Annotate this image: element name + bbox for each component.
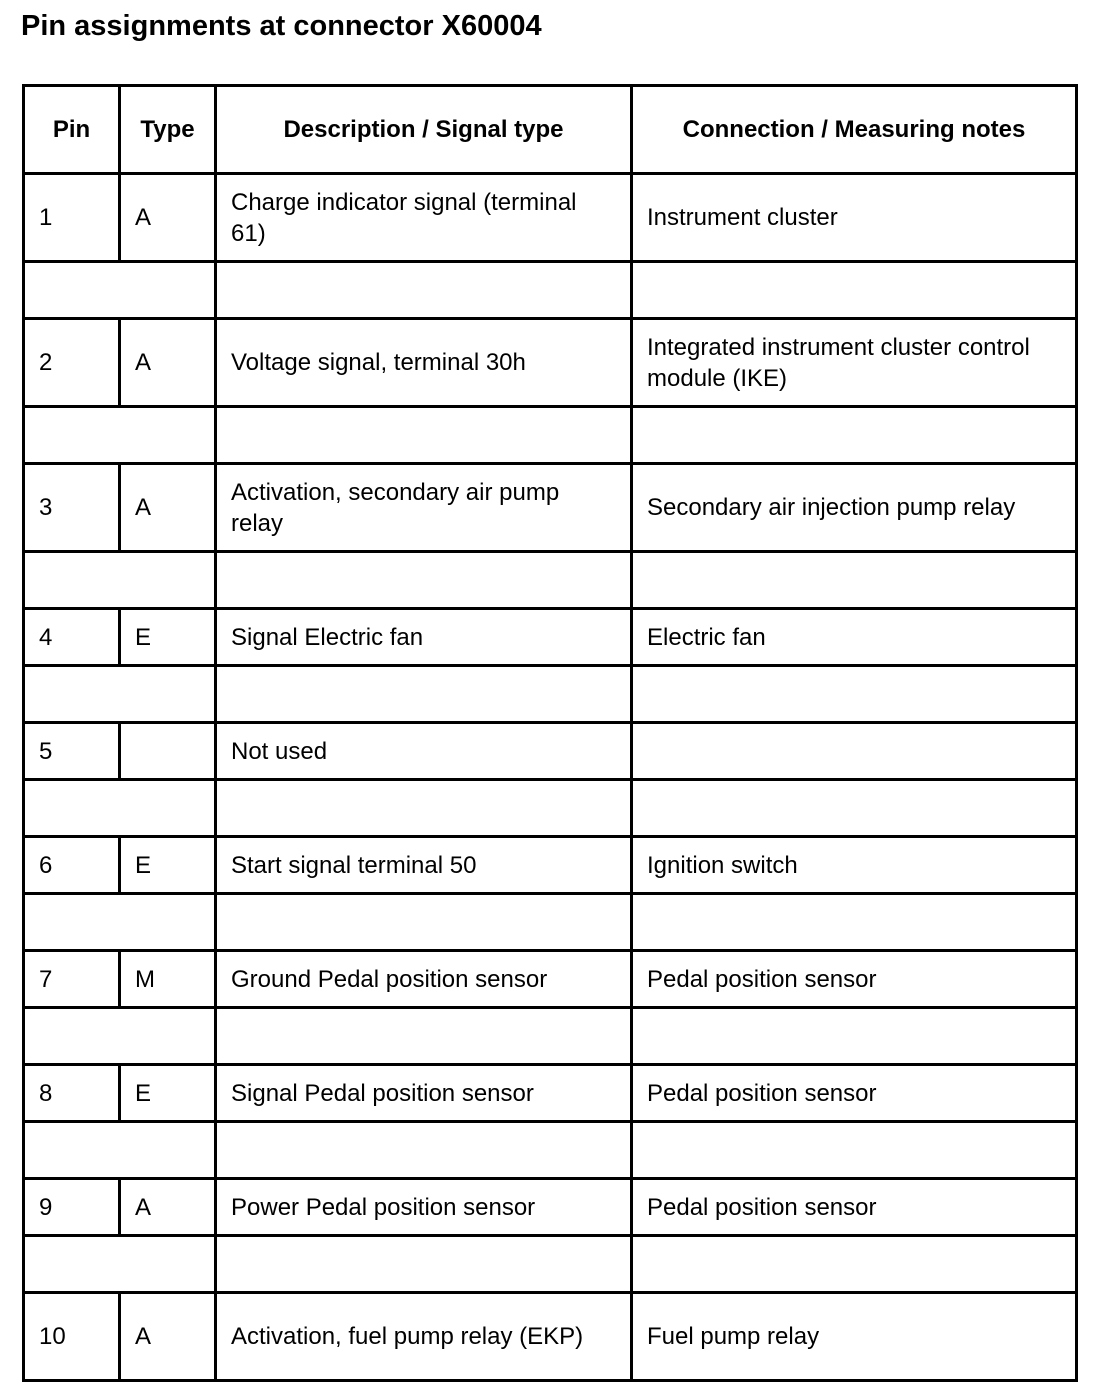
column-header-connection: Connection / Measuring notes — [632, 86, 1077, 174]
spacer-row — [24, 1008, 1077, 1065]
column-header-type: Type — [120, 86, 216, 174]
connection-cell: Ignition switch — [632, 837, 1077, 894]
column-header-pin: Pin — [24, 86, 120, 174]
description-cell: Signal Electric fan — [216, 609, 632, 666]
connection-cell: Pedal position sensor — [632, 1179, 1077, 1236]
type-cell: A — [120, 1179, 216, 1236]
description-cell: Activation, secondary air pump relay — [216, 464, 632, 552]
connection-cell: Secondary air injection pump relay — [632, 464, 1077, 552]
spacer-cell — [632, 666, 1077, 723]
table-row — [24, 1179, 1077, 1236]
type-cell: M — [120, 951, 216, 1008]
spacer-row — [24, 1122, 1077, 1179]
table-row — [24, 174, 1077, 262]
table-row — [24, 723, 1077, 780]
spacer-cell — [632, 552, 1077, 609]
spacer-cell — [632, 262, 1077, 319]
description-cell: Signal Pedal position sensor — [216, 1065, 632, 1122]
pin-assignment-table — [22, 84, 1078, 1382]
spacer-cell — [24, 262, 216, 319]
pin-cell: 6 — [24, 837, 120, 894]
type-cell: E — [120, 609, 216, 666]
spacer-cell — [216, 407, 632, 464]
type-cell: A — [120, 464, 216, 552]
spacer-cell — [632, 407, 1077, 464]
description-cell: Power Pedal position sensor — [216, 1179, 632, 1236]
connection-cell: Pedal position sensor — [632, 951, 1077, 1008]
spacer-cell — [632, 1236, 1077, 1293]
spacer-cell — [24, 894, 216, 951]
description-cell: Ground Pedal position sensor — [216, 951, 632, 1008]
spacer-cell — [216, 262, 632, 319]
spacer-row — [24, 780, 1077, 837]
table-row — [24, 319, 1077, 407]
table-row — [24, 1065, 1077, 1122]
pin-cell: 9 — [24, 1179, 120, 1236]
spacer-cell — [24, 407, 216, 464]
table-row — [24, 464, 1077, 552]
spacer-cell — [216, 1122, 632, 1179]
column-header-description: Description / Signal type — [216, 86, 632, 174]
table-body — [24, 174, 1077, 1381]
page-title: Pin assignments at connector X60004 — [21, 10, 542, 42]
connection-cell: Electric fan — [632, 609, 1077, 666]
description-cell: Charge indicator signal (terminal 61) — [216, 174, 632, 262]
connection-cell: Fuel pump relay — [632, 1293, 1077, 1381]
connection-cell: Integrated instrument cluster control module (IKE) — [632, 319, 1077, 407]
type-cell: E — [120, 1065, 216, 1122]
description-cell: Start signal terminal 50 — [216, 837, 632, 894]
spacer-cell — [24, 666, 216, 723]
spacer-row — [24, 552, 1077, 609]
table-row — [24, 1293, 1077, 1381]
spacer-cell — [24, 1008, 216, 1065]
spacer-row — [24, 666, 1077, 723]
pin-cell: 7 — [24, 951, 120, 1008]
pin-cell: 1 — [24, 174, 120, 262]
spacer-cell — [632, 894, 1077, 951]
type-cell: A — [120, 319, 216, 407]
spacer-cell — [216, 1008, 632, 1065]
spacer-cell — [24, 1122, 216, 1179]
pin-cell: 3 — [24, 464, 120, 552]
pin-cell: 4 — [24, 609, 120, 666]
spacer-cell — [216, 666, 632, 723]
spacer-cell — [632, 1122, 1077, 1179]
spacer-cell — [24, 780, 216, 837]
connection-cell: Pedal position sensor — [632, 1065, 1077, 1122]
table-row — [24, 951, 1077, 1008]
spacer-cell — [216, 552, 632, 609]
type-cell: E — [120, 837, 216, 894]
type-cell — [120, 723, 216, 780]
description-cell: Activation, fuel pump relay (EKP) — [216, 1293, 632, 1381]
spacer-row — [24, 407, 1077, 464]
description-cell: Not used — [216, 723, 632, 780]
type-cell: A — [120, 1293, 216, 1381]
spacer-row — [24, 1236, 1077, 1293]
type-cell: A — [120, 174, 216, 262]
pin-cell: 5 — [24, 723, 120, 780]
table-row — [24, 609, 1077, 666]
table-row — [24, 837, 1077, 894]
description-cell: Voltage signal, terminal 30h — [216, 319, 632, 407]
spacer-cell — [216, 894, 632, 951]
connection-cell: Instrument cluster — [632, 174, 1077, 262]
spacer-cell — [216, 780, 632, 837]
pin-cell: 2 — [24, 319, 120, 407]
spacer-row — [24, 262, 1077, 319]
spacer-cell — [24, 552, 216, 609]
spacer-row — [24, 894, 1077, 951]
spacer-cell — [216, 1236, 632, 1293]
pin-cell: 10 — [24, 1293, 120, 1381]
table-header-row — [24, 86, 1077, 174]
connection-cell — [632, 723, 1077, 780]
pin-cell: 8 — [24, 1065, 120, 1122]
spacer-cell — [24, 1236, 216, 1293]
spacer-cell — [632, 780, 1077, 837]
spacer-cell — [632, 1008, 1077, 1065]
